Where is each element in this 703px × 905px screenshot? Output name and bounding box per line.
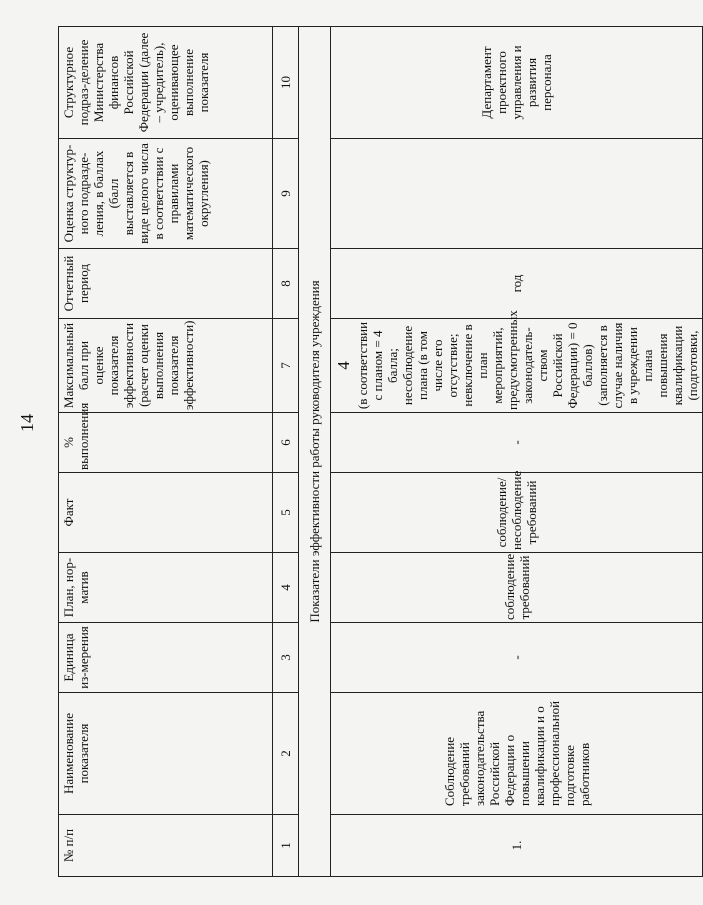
header-cell-period: Отчетный период	[59, 249, 273, 319]
header-cell-fact: Факт	[59, 473, 273, 553]
indicator-name: Соблюдение требований законодательства Российской Федерации о повышении квалификации и о профессиональной подготовке работников	[331, 693, 703, 815]
header-cell-number: № п/п	[59, 815, 273, 877]
section-title: Показатели эффективности работы руководителя учреждения	[299, 27, 331, 877]
column-number: 9	[273, 139, 299, 249]
column-number: 10	[273, 27, 299, 139]
header-cell-max-score: Максимальный балл при оценке показателя эффективности (расчет оценки выполнения показателя эффективности)	[59, 319, 273, 413]
table-row	[331, 27, 703, 877]
column-number: 6	[273, 413, 299, 473]
header-cell-score: Оценка структур-ного подразде-ления, в баллах (балл выставляется в виде целого числа в соответствии с правилами математического округления)	[59, 139, 273, 249]
indicator-table	[58, 27, 700, 877]
indicator-table-grid	[58, 26, 703, 877]
column-number-row	[273, 27, 299, 877]
column-number: 8	[273, 249, 299, 319]
period-cell: год	[331, 249, 703, 319]
column-number: 3	[273, 623, 299, 693]
max-score-cell	[331, 310, 703, 413]
score-cell	[331, 139, 703, 249]
header-cell-unit: Единица из-мерения	[59, 623, 273, 693]
section-row	[299, 27, 331, 877]
fact-cell: соблюдение/ несоблюдение требований	[331, 473, 703, 553]
header-cell-plan: План, нор-матив	[59, 553, 273, 623]
max-score-value: 4	[334, 361, 353, 370]
column-number: 1	[273, 815, 299, 877]
page-number: 14	[17, 414, 37, 432]
unit-cell: -	[331, 623, 703, 693]
column-number: 5	[273, 473, 299, 553]
department-cell: Департамент проектного управления и развития персонала	[331, 27, 703, 139]
plan-cell: соблюдение требований	[331, 553, 703, 623]
max-score-calculation: (в соответствии с планом = 4 балла; несоблюдение плана (в том числе его отсутствие; невключение в план мероприятий, предусмотренных законодатель-ством Российской Федерации) = 0 баллов) (заполняется в случае наличия в учреждении плана повышения квалификации (подготовки,	[355, 310, 700, 410]
header-cell-name: Наименование показателя	[59, 693, 273, 815]
percent-cell: -	[331, 413, 703, 473]
header-cell-department: Структурное подраз-деление Министерства финансов Российской Федерации (далее – учредитель), оценивающее выполнение показателя	[59, 27, 273, 139]
header-row	[59, 27, 273, 877]
column-number: 7	[273, 319, 299, 413]
column-number: 4	[273, 553, 299, 623]
row-number: 1.	[331, 815, 703, 877]
column-number: 2	[273, 693, 299, 815]
header-cell-percent: % выполнения	[59, 413, 273, 473]
